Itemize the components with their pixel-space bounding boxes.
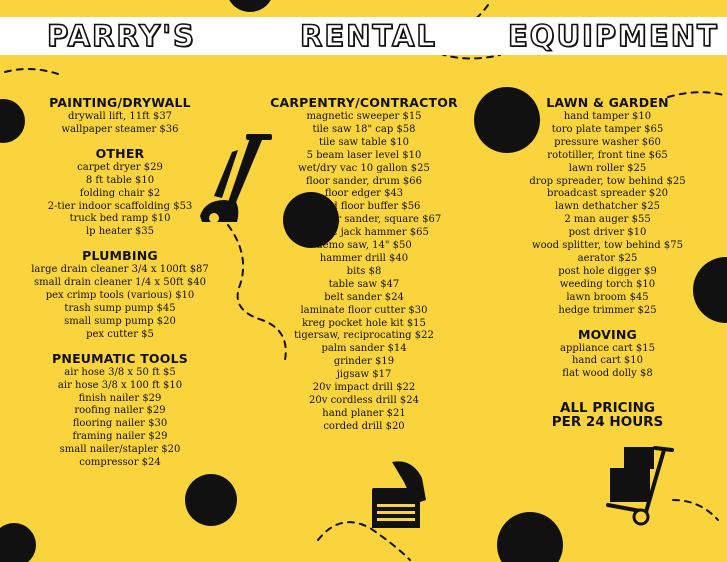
price-item: pressure washer $60 bbox=[554, 136, 661, 148]
price-item: 20v impact drill $22 bbox=[312, 382, 416, 394]
price-item: hand cart $10 bbox=[571, 355, 644, 367]
section-heading: PAINTING/DRYWALL bbox=[49, 95, 191, 110]
section-heading: LAWN & GARDEN bbox=[546, 95, 669, 110]
price-item: pex cutter $5 bbox=[86, 328, 154, 340]
price-item: truck bed ramp $10 bbox=[69, 213, 171, 225]
price-section bbox=[20, 95, 220, 137]
price-item: kreg pocket hole kit $15 bbox=[302, 317, 426, 329]
price-item: small drain cleaner 1/4 x 50ft $40 bbox=[34, 277, 206, 289]
price-item: lawn dethatcher $25 bbox=[554, 201, 661, 213]
price-item: tigersaw, reciprocating $22 bbox=[294, 330, 434, 342]
price-column-right bbox=[505, 95, 710, 429]
price-item: hedge trimmer $25 bbox=[558, 304, 657, 316]
price-item: wet/dry vac 10 gallon $25 bbox=[298, 162, 430, 174]
price-item: small sump pump $20 bbox=[64, 315, 176, 327]
price-item: air hose 3/8 x 100 ft $10 bbox=[57, 379, 183, 391]
price-item: finish nailer $29 bbox=[78, 392, 162, 404]
section-heading: PLUMBING bbox=[82, 248, 158, 264]
price-section bbox=[505, 327, 710, 382]
price-item: large drain cleaner 3/4 x 100ft $87 bbox=[31, 264, 209, 276]
price-section bbox=[505, 95, 710, 318]
price-column-left bbox=[20, 95, 220, 479]
price-item: lp heater $35 bbox=[85, 226, 155, 238]
price-item: 20v cordless drill $24 bbox=[309, 394, 419, 406]
price-item: small nailer/stapler $20 bbox=[59, 444, 181, 456]
title-word-parrys: PARRY'S bbox=[47, 19, 196, 53]
price-section bbox=[20, 248, 220, 341]
section-heading: PNEUMATIC TOOLS bbox=[52, 350, 188, 366]
price-item: framing nailer $29 bbox=[72, 431, 168, 443]
price-item: pex crimp tools (various) $10 bbox=[45, 290, 195, 302]
price-item: aerator $25 bbox=[577, 252, 638, 264]
price-item: laminate floor cutter $30 bbox=[300, 304, 428, 316]
price-item: compressor $24 bbox=[79, 457, 161, 469]
price-item: drop spreader, tow behind $25 bbox=[529, 175, 686, 187]
price-item: grinder $19 bbox=[333, 356, 395, 368]
price-section bbox=[20, 351, 220, 470]
title-banner bbox=[0, 17, 727, 55]
price-item: folding chair $2 bbox=[79, 187, 161, 199]
price-item: air hose 3/8 x 50 ft $5 bbox=[64, 366, 176, 378]
price-item: bits $8 bbox=[346, 265, 382, 277]
dot bbox=[497, 512, 563, 562]
title-word-equipment: EQUIPMENT bbox=[508, 19, 719, 53]
price-item: 5 beam laser level $10 bbox=[306, 149, 422, 161]
hand-truck-icon bbox=[608, 447, 672, 524]
price-item: electric jack hammer $65 bbox=[299, 227, 429, 239]
price-item: trash sump pump $45 bbox=[64, 302, 176, 314]
price-item: hand tamper $10 bbox=[563, 111, 652, 122]
price-item: broadcast spreader $20 bbox=[546, 188, 668, 200]
price-item: drywall lift, 11ft $37 bbox=[67, 111, 173, 122]
price-item: floor sander, drum $66 bbox=[306, 175, 422, 187]
price-item: table saw $47 bbox=[328, 278, 400, 290]
price-item: flooring nailer $30 bbox=[72, 418, 168, 430]
pricing-note-line: PER 24 HOURS bbox=[551, 414, 664, 431]
price-item: magnetic sweeper $15 bbox=[306, 111, 422, 122]
price-item: corded drill $20 bbox=[323, 420, 405, 432]
price-item: toro plate tamper $65 bbox=[551, 123, 664, 135]
price-section bbox=[20, 146, 220, 239]
nail-gun-icon bbox=[372, 461, 426, 528]
price-item: lawn broom $45 bbox=[566, 291, 649, 303]
price-item: roofing nailer $29 bbox=[74, 405, 166, 417]
price-item: jigsaw $17 bbox=[336, 369, 392, 381]
price-item: lawn roller $25 bbox=[568, 162, 647, 174]
price-item: hammer drill $40 bbox=[319, 252, 409, 264]
price-item: weeding torch $10 bbox=[559, 278, 656, 290]
price-item: tile saw table $10 bbox=[318, 136, 410, 148]
price-item: round floor buffer $56 bbox=[307, 201, 421, 213]
price-item: wood splitter, tow behind $75 bbox=[532, 240, 683, 252]
price-section bbox=[264, 95, 464, 434]
price-item: wallpaper steamer $36 bbox=[61, 123, 179, 135]
price-item: floor edger $43 bbox=[324, 188, 404, 200]
section-heading: MOVING bbox=[578, 326, 637, 342]
dot bbox=[185, 474, 237, 526]
price-item: palm sander $14 bbox=[321, 343, 407, 355]
pricing-note bbox=[505, 401, 710, 429]
price-item: 8 ft table $10 bbox=[85, 174, 155, 186]
section-heading: OTHER bbox=[95, 145, 145, 161]
section-heading: CARPENTRY/CONTRACTOR bbox=[270, 95, 458, 110]
dot bbox=[226, 0, 274, 12]
price-item: post driver $10 bbox=[568, 227, 647, 239]
price-item: belt sander $24 bbox=[324, 291, 404, 303]
price-item: rototiller, front tine $65 bbox=[547, 149, 668, 161]
dot bbox=[0, 523, 36, 562]
pricing-note-line: ALL PRICING bbox=[560, 400, 655, 417]
price-item: 2 man auger $55 bbox=[564, 214, 651, 226]
price-item: flat wood dolly $8 bbox=[562, 368, 653, 380]
price-item: 2-tier indoor scaffolding $53 bbox=[47, 200, 193, 212]
price-item: carpet dryer $29 bbox=[77, 161, 163, 173]
price-item: hand planer $21 bbox=[322, 407, 406, 419]
price-item: appliance cart $15 bbox=[560, 342, 655, 354]
price-item: essex floor sander, square $67 bbox=[286, 214, 442, 226]
price-item: post hole digger $9 bbox=[558, 265, 657, 277]
price-column-middle bbox=[264, 95, 464, 443]
price-item: demo saw, 14" $50 bbox=[316, 240, 412, 252]
title-word-rental: RENTAL bbox=[300, 19, 437, 53]
price-item: tile saw 18" cap $58 bbox=[312, 123, 416, 135]
